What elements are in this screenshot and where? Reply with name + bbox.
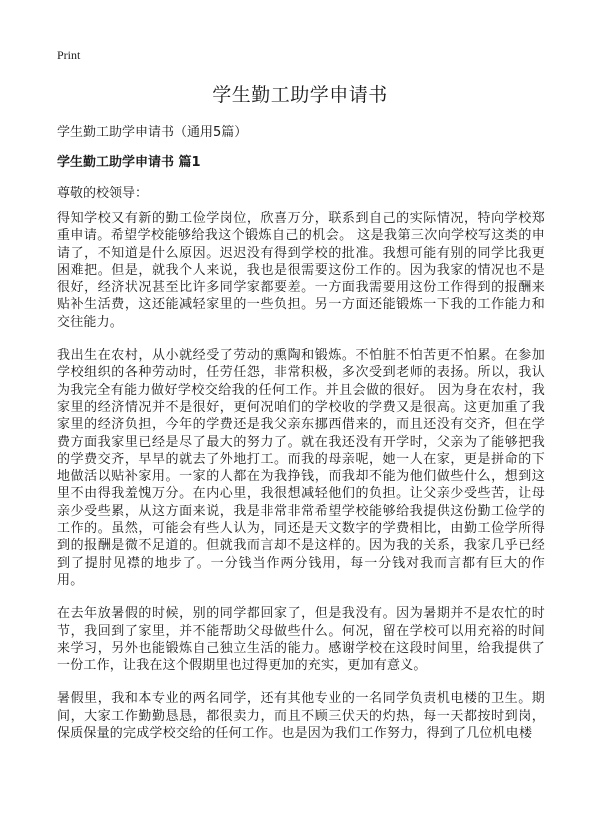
salutation: 尊敬的校领导：: [57, 186, 149, 201]
paragraph-2: 我出生在农村，从小就经受了劳动的熏陶和锻炼。不怕脏不怕苦更不怕累。在参加学校组织的各种劳动时，任劳任怨，非常积极，多次受到老师的表扬。所以，我认为我完全有能力做好学校交给我的任何工作。并且会做的很好。 因为身在农村，我家里的经济情况并不是很好，更何况咱们的学校收的学费又是很高。这更加重了我家里的经济负担，今年的学费还是我父亲东挪西借来的，而且还没有交齐，但在学费方面我家里已经是尽了最大的努力了。就在我还没有开学时，父亲为了能够把我的学费交齐，早早的就去了外地打工。而我的母亲呢，她一人在家，更是拼命的下地做活以贴补家用。一家的人都在为我挣钱，而我却不能为他们做些什么，想到这里不由得我羞愧万分。在内心里，我很想减轻他们的负担。让父亲少受些苦，让母亲少受些累，从这方面来说，我是非常非常希望学校能够给我提供这份勤工俭学的工作的。虽然，可能会有些人认为，同还是天文数字的学费相比，由勤工俭学所得到的报酬是微不足道的。但就我而言却不是这样的。因为我的关系，我家几乎已经到了提肘见襟的地步了。一分钱当作两分钱用，每一分钱对我而言都有巨大的作用。: [57, 348, 545, 588]
document-subtitle: 学生勤工助学申请书（通用5篇）: [57, 125, 248, 140]
section-heading: 学生勤工助学申请书 篇1: [57, 155, 201, 170]
letter-body: [57, 210, 545, 758]
document-title: 学生勤工助学申请书: [212, 84, 388, 106]
paragraph-3: 在去年放暑假的时候，别的同学都回家了，但是我没有。因为暑期并不是农忙的时节，我回到了家里，并不能帮助父母做些什么。何况，留在学校可以用充裕的时间来学习，另外也能锻炼自己独立生活的能力。感谢学校在这段时间里，给我提供了一份工作，让我在这个假期里也过得更加的充实，更加有意义。: [57, 606, 545, 674]
print-link[interactable]: Print: [57, 48, 81, 62]
paragraph-4: 暑假里，我和本专业的两名同学，还有其他专业的一名同学负责机电楼的卫生。期间，大家工作勤勤恳恳，都很卖力，而且不顾三伏天的灼热，每一天都按时到岗，保质保量的完成学校交给的任何工作。也是因为我们工作努力，得到了几位机电楼: [57, 691, 545, 742]
paragraph-1: 得知学校又有新的勤工俭学岗位，欣喜万分，联系到自己的实际情况，特向学校郑重申请。希望学校能够给我这个锻炼自己的机会。 这是我第三次向学校写这类的申请了，不知道是什么原因。迟迟没有得到学校的批准。我想可能有别的同学比我更困难把。但是，就我个人来说，我也是很需要这份工作的。因为我家的情况也不是很好，经济状况甚至比许多同学家都要差。一方面我需要用这份工作得到的报酬来贴补生活费，这还能减轻家里的一些负担。另一方面还能锻炼一下我的工作能力和交往能力。: [57, 211, 545, 330]
